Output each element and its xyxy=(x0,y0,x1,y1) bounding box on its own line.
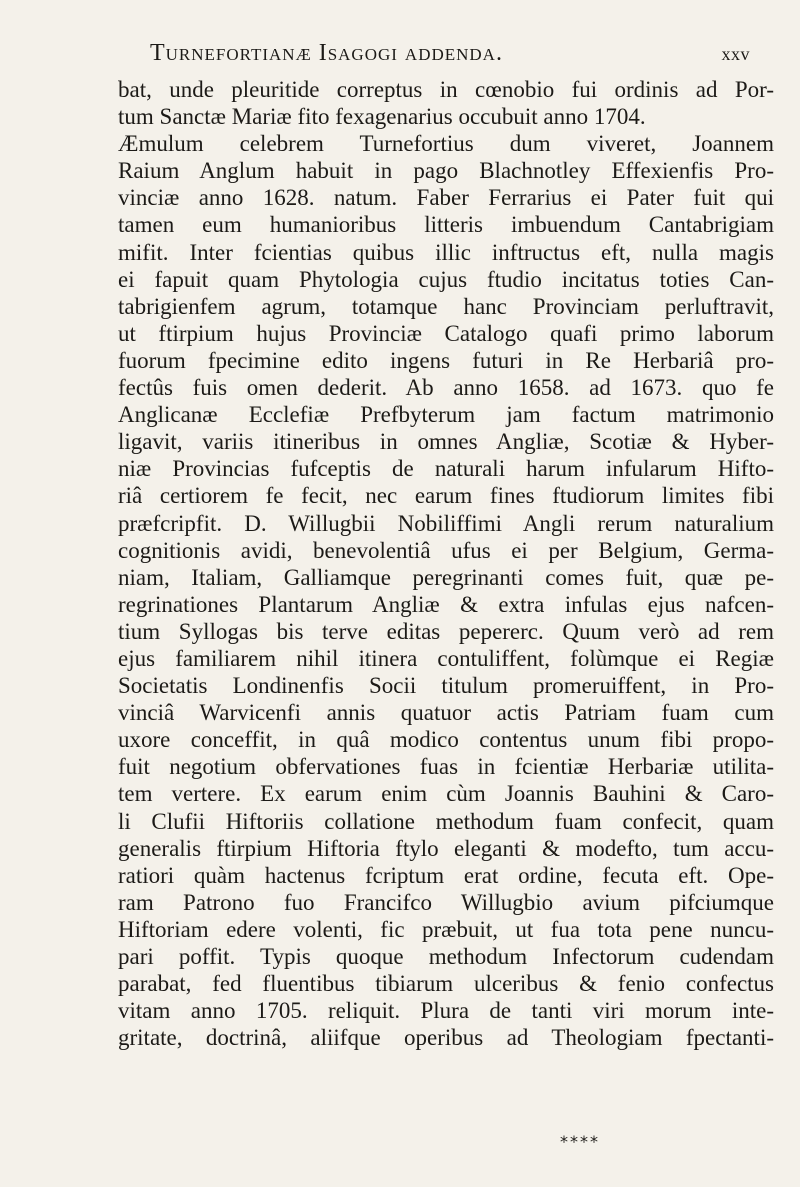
text-line: tum Sanctæ Mariæ fito fexagenarius occubuit anno 1704. xyxy=(118,104,646,130)
text-line: ei fapuit quam Phytologia cujus ftudio incitatus toties Can- xyxy=(118,266,774,292)
signature-mark: **** xyxy=(560,1132,600,1151)
text-line: Anglicanæ Ecclefiæ Prefbyterum jam factum matrimonio xyxy=(118,402,774,428)
text-line: parabat, fed fluentibus tibiarum ulceribus & fenio confectus xyxy=(118,971,774,997)
running-head xyxy=(150,40,750,80)
text-line: tamen eum humanioribus litteris imbuendum Cantabrigiam xyxy=(118,212,774,238)
text-line: fuit negotium obfervationes fuas in fcientiæ Herbariæ utilita- xyxy=(118,754,774,780)
running-title: Turnefortianæ Isagogi addenda. xyxy=(150,40,503,66)
text-line: vinciæ anno 1628. natum. Faber Ferrarius ei Pater fuit qui xyxy=(118,185,774,211)
text-line: mifit. Inter fcientias quibus illic inftructus eft, nulla magis xyxy=(118,239,774,265)
text-line: Hiftoriam edere volenti, fic præbuit, ut fua tota pene nuncu- xyxy=(118,916,774,942)
text-line: uxore conceffit, in quâ modico contentus unum fibi propo- xyxy=(118,727,774,753)
text-line: niæ Provincias fufceptis de naturali harum infularum Hifto- xyxy=(118,456,774,482)
text-line: tium Syllogas bis terve editas pepererc. Quum verò ad rem xyxy=(118,618,774,644)
text-line: ligavit, variis itineribus in omnes Angliæ, Scotiæ & Hyber- xyxy=(118,429,774,455)
text-line: tem vertere. Ex earum enim cùm Joannis Bauhini & Caro- xyxy=(118,781,774,807)
text-line: vitam anno 1705. reliquit. Plura de tanti viri morum inte- xyxy=(118,998,774,1024)
text-line: fectûs fuis omen dederit. Ab anno 1658. ad 1673. quo fe xyxy=(118,375,774,401)
text-line: Æmulum celebrem Turnefortius dum viveret, Joannem xyxy=(118,131,774,157)
text-line: vinciâ Warvicenfi annis quatuor actis Patriam fuam cum xyxy=(118,700,774,726)
text-line: bat, unde pleuritide correptus in cœnobio fui ordinis ad Por- xyxy=(118,77,774,102)
text-line: tabrigienfem agrum, totamque hanc Provinciam perluftravit, xyxy=(118,293,774,319)
page-number: xxv xyxy=(721,44,750,64)
text-line: præfcripfit. D. Willugbii Nobiliffimi Angli rerum naturalium xyxy=(118,510,774,536)
text-line: ut ftirpium hujus Provinciæ Catalogo quafi primo laborum xyxy=(118,320,774,346)
text-line: fuorum fpecimine edito ingens futuri in Re Herbariâ pro- xyxy=(118,347,774,373)
text-line: ratiori quàm hactenus fcriptum erat ordine, fecuta eft. Ope- xyxy=(118,862,774,888)
text-line: ram Patrono fuo Francifco Willugbio avium pifciumque xyxy=(118,889,774,915)
text-line: regrinationes Plantarum Angliæ & extra infulas ejus nafcen- xyxy=(118,591,774,617)
text-line: Raium Anglum habuit in pago Blachnotley Effexienfis Pro- xyxy=(118,158,774,184)
text-line: niam, Italiam, Galliamque peregrinanti comes fuit, quæ pe- xyxy=(118,564,774,590)
text-line: ejus familiarem nihil itinera contuliffent, folùmque ei Regiæ xyxy=(118,645,774,671)
text-line: li Clufii Hiftoriis collatione methodum fuam confecit, quam xyxy=(118,808,774,834)
text-line: gritate, doctrinâ, aliifque operibus ad Theologiam fpectanti- xyxy=(118,1025,774,1051)
text-line: riâ certiorem fe fecit, nec earum fines ftudiorum limites fibi xyxy=(118,483,774,509)
text-line: cognitionis avidi, benevolentiâ ufus ei per Belgium, Germa- xyxy=(118,537,774,563)
body-text xyxy=(118,76,774,1051)
text-line: pari poffit. Typis quoque methodum Infectorum cudendam xyxy=(118,944,774,969)
text-line: Societatis Londinenfis Socii titulum promeruiffent, in Pro- xyxy=(118,673,774,699)
text-line: generalis ftirpium Hiftoria ftylo eleganti & modefto, tum accu- xyxy=(118,835,774,861)
